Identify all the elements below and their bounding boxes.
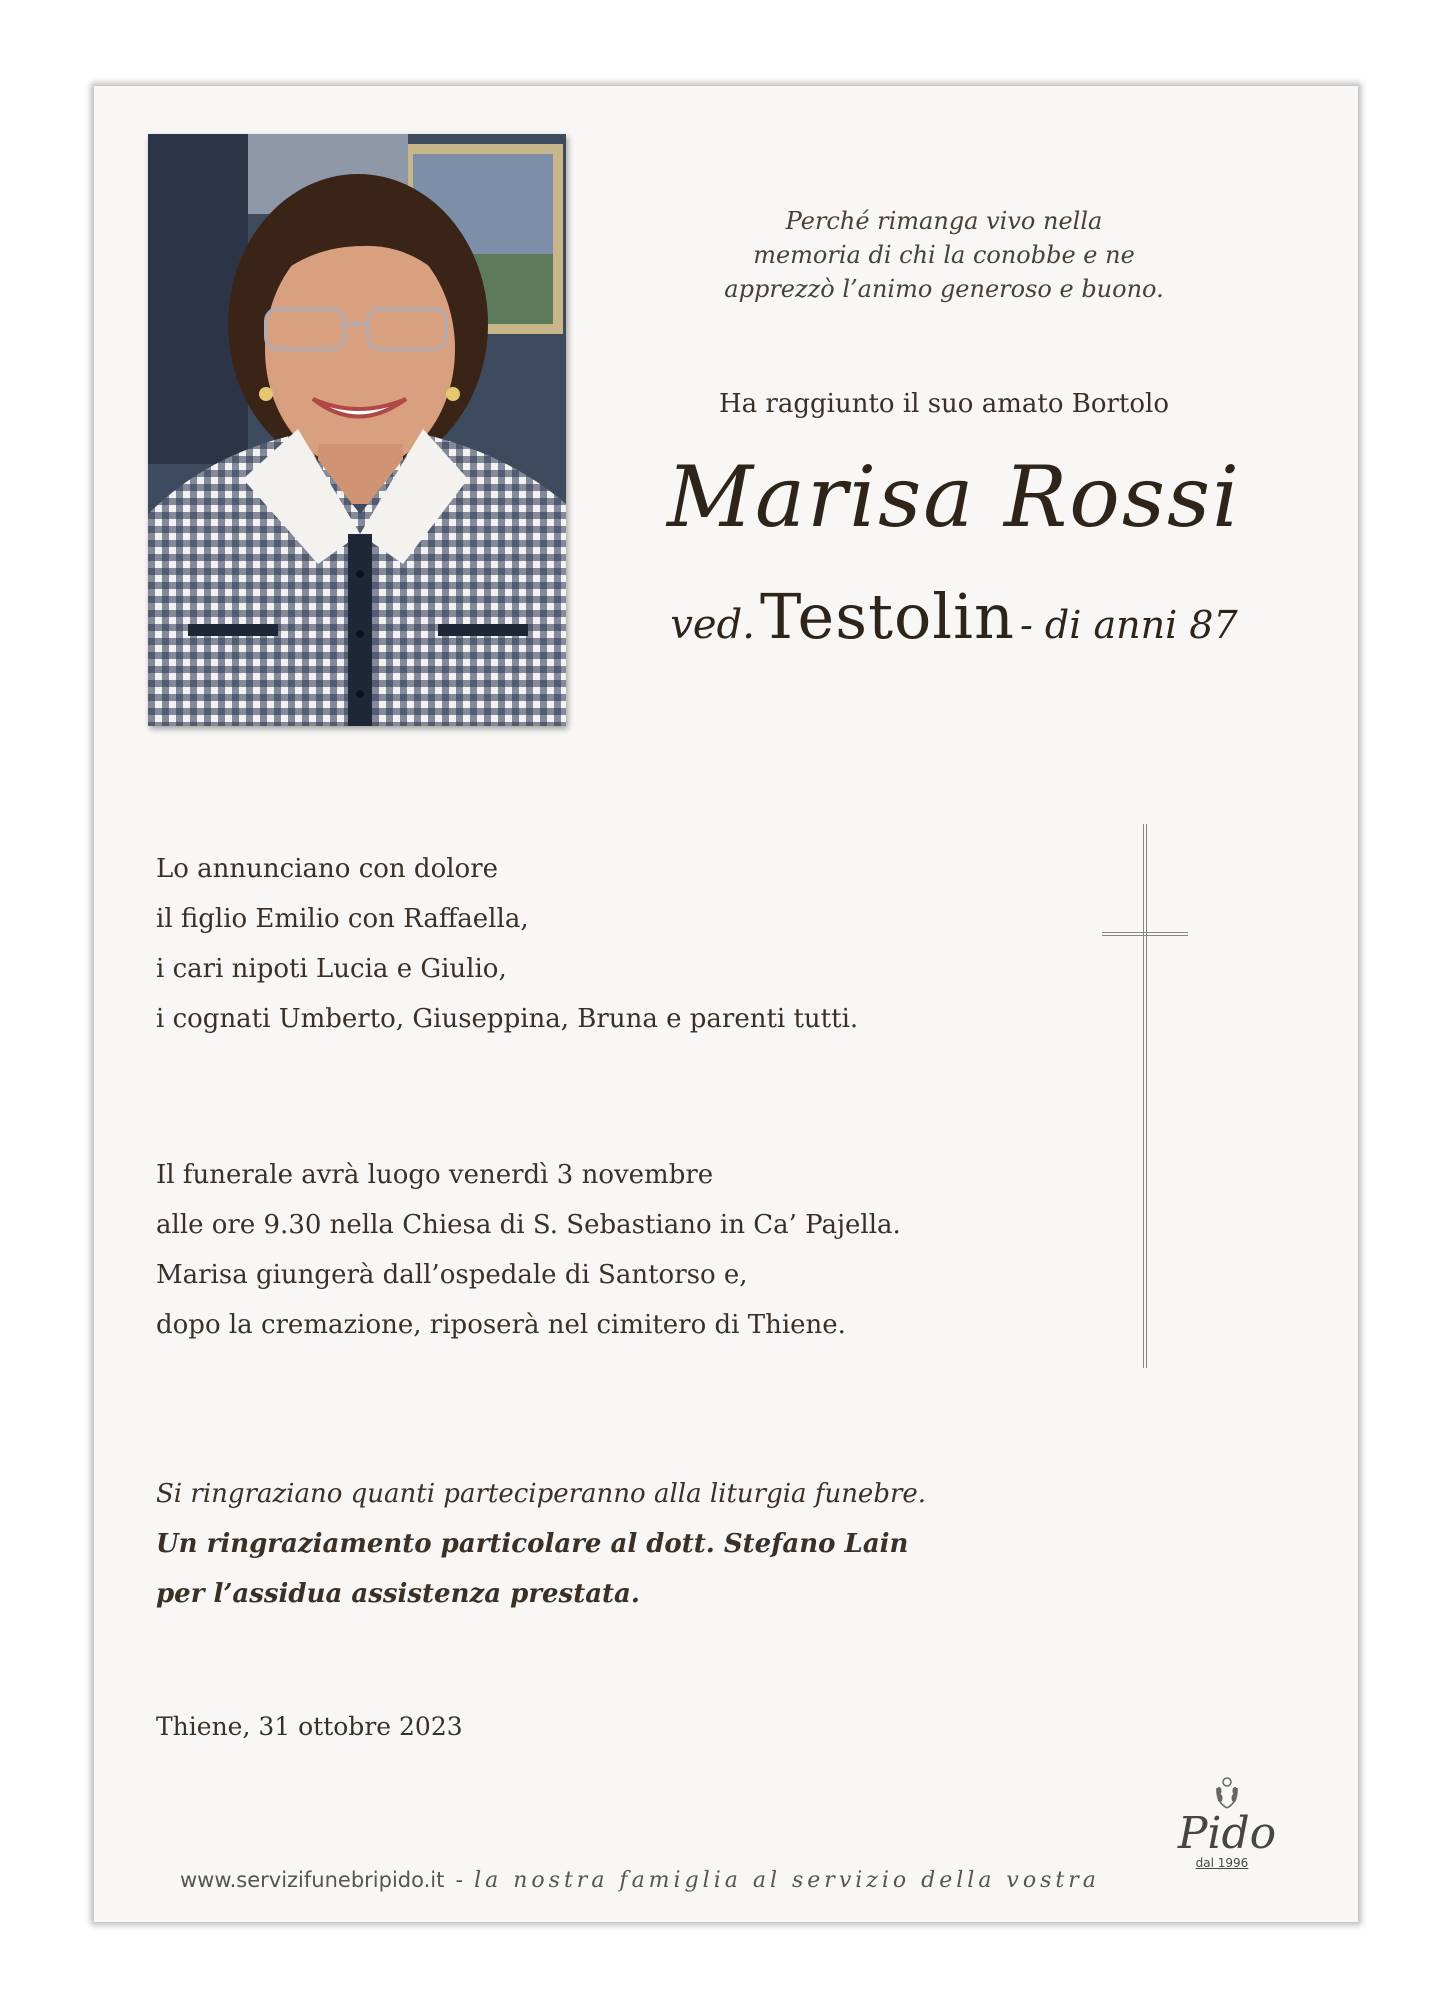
ved-prefix: ved.	[670, 602, 755, 648]
footer-separator: -	[455, 1868, 464, 1892]
widow-age-line	[634, 580, 1274, 653]
funeral-line: Il funerale avrà luogo venerdì 3 novembre	[156, 1160, 714, 1190]
thanks-paragraph	[156, 1469, 926, 1619]
cross-icon	[1143, 824, 1147, 1368]
thanks-line-1: Si ringraziano quanti parteciperanno alla liturgia funebre.	[156, 1479, 927, 1509]
footer-motto: la nostra famiglia al servizio della vostra	[474, 1868, 1100, 1893]
wreath-icon	[1213, 1776, 1241, 1810]
announcement-line: i cognati Umberto, Giuseppina, Bruna e parenti tutti.	[156, 1004, 859, 1034]
announcement-paragraph	[156, 844, 858, 1044]
thanks-line-2: Un ringraziamento particolare al dott. Stefano Lain	[156, 1529, 909, 1559]
funeral-line: dopo la cremazione, riposerà nel cimitero di Thiene.	[156, 1310, 846, 1340]
deceased-name: Marisa Rossi	[667, 448, 1241, 546]
company-logo	[1172, 1776, 1282, 1870]
announcement-line: il figlio Emilio con Raffaella,	[156, 904, 529, 934]
funeral-paragraph	[156, 1150, 901, 1350]
quote-line-3: apprezzò l’animo generoso e buono.	[724, 275, 1164, 303]
thanks-line-3: per l’assidua assistenza prestata.	[156, 1579, 640, 1609]
intro-line: Ha raggiunto il suo amato Bortolo	[718, 389, 1169, 419]
obituary-sheet	[94, 86, 1358, 1922]
memorial-quote	[684, 204, 1204, 306]
quote-line-1: Perché rimanga vivo nella	[785, 207, 1103, 235]
announcement-line: i cari nipoti Lucia e Giulio,	[156, 954, 507, 984]
quote-line-2: memoria di chi la conobbe e ne	[753, 241, 1135, 269]
logo-brand: Pido	[1177, 1808, 1277, 1859]
cross-icon-bar	[1102, 932, 1188, 936]
footer	[180, 1868, 1100, 1893]
portrait-photo	[148, 134, 566, 726]
announcement-line: Lo annunciano con dolore	[156, 854, 499, 884]
funeral-line: Marisa giungerà dall’ospedale di Santorso e,	[156, 1260, 748, 1290]
funeral-line: alle ore 9.30 nella Chiesa di S. Sebastiano in Ca’ Pajella.	[156, 1210, 901, 1240]
married-surname: Testolin	[760, 580, 1015, 653]
logo-since: dal 1996	[1195, 1856, 1249, 1870]
website-link[interactable]: www.servizifunebripido.it	[180, 1868, 445, 1892]
age-text: - di anni 87	[1020, 603, 1238, 647]
place-date: Thiene, 31 ottobre 2023	[156, 1712, 463, 1741]
